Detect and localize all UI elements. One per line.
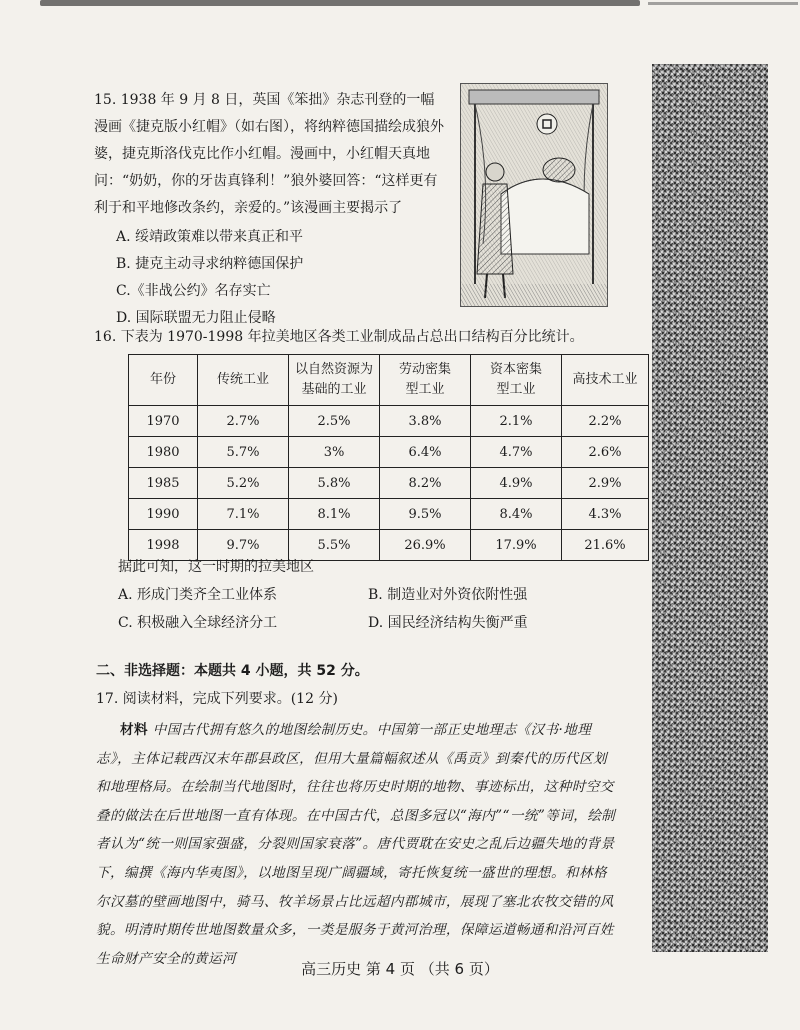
question-16-conclusion: 据此可知，这一时期的拉美地区 (118, 559, 314, 575)
table-cell: 1970 (129, 406, 198, 437)
table-header-cell: 传统工业 (198, 355, 289, 406)
question-15-option-c: C.《非战公约》名存实亡 (116, 283, 271, 299)
table-cell: 5.2% (198, 468, 289, 499)
page-footer: 高三历史 第 4 页 （共 6 页） (301, 960, 499, 978)
material-label: 材料 (120, 722, 148, 738)
table-cell: 2.7% (198, 406, 289, 437)
table-row (129, 437, 649, 468)
table-cell: 5.7% (198, 437, 289, 468)
table-cell: 5.5% (289, 530, 380, 561)
table-cell: 1998 (129, 530, 198, 561)
top-edge-shadow-right (648, 2, 798, 5)
top-edge-shadow (40, 0, 640, 6)
question-15-options (116, 224, 444, 332)
table-cell: 2.9% (562, 468, 649, 499)
material-text: 中国古代拥有悠久的地图绘制历史。中国第一部正史地理志《汉书·地理志》，主体记载西汉末年郡县政区，但用大量篇幅叙述从《禹贡》到秦代的历代区划和地理格局。在绘制当代地图时，往往也将历史时期的地物、事迹标出，这种时空交叠的做法在后世地图一直有体现。在中国古代，总图多冠以“海内”“一统”等词，绘制者认为“统一则国家强盛，分裂则国家衰落”。唐代贾耽在安史之乱后边疆失地的背景下，编撰《海内华夷图》，以地图呈现广阔疆域，寄托恢复统一盛世的理想。和林格尔汉墓的壁画地图中，骑马、牧羊场景占比远超内郡城市，展现了塞北农牧交错的风貌。明清时期传世地图数量众多，一类是服务于黄河治理，保障运道畅通和沿河百姓生命财产安全的黄运河 (96, 722, 616, 967)
table-cell: 8.2% (380, 468, 471, 499)
question-15 (94, 87, 444, 332)
table-cell: 8.4% (471, 499, 562, 530)
table-cell: 4.9% (471, 468, 562, 499)
question-15-number: 15. (94, 92, 117, 108)
table-header-cell: 高技术工业 (562, 355, 649, 406)
table-cell: 5.8% (289, 468, 380, 499)
question-15-option-b: B. 捷克主动寻求纳粹德国保护 (116, 256, 304, 272)
table-cell: 1980 (129, 437, 198, 468)
table-header-cell (471, 355, 562, 406)
table-header-text: 资本密集型工业 (489, 362, 542, 397)
table-cell: 3.8% (380, 406, 471, 437)
scan-noise-strip (652, 64, 768, 952)
table-cell: 26.9% (380, 530, 471, 561)
table-row (129, 499, 649, 530)
question-15-option-a: A. 绥靖政策难以带来真正和平 (116, 229, 304, 245)
question-17-stem: 17. 阅读材料，完成下列要求。(12 分) (96, 691, 338, 707)
table-cell: 1990 (129, 499, 198, 530)
table-cell: 9.5% (380, 499, 471, 530)
table-cell: 17.9% (471, 530, 562, 561)
question-16-option-a: A. 形成门类齐全工业体系 (118, 587, 278, 603)
table-header-row (129, 355, 649, 406)
question-16-option-d: D. 国民经济结构失衡严重 (368, 615, 528, 631)
question-16-option-b: B. 制造业对外资依附性强 (368, 587, 528, 603)
table-cell: 4.3% (562, 499, 649, 530)
table-cell: 21.6% (562, 530, 649, 561)
table-header-cell (380, 355, 471, 406)
table-cell: 1985 (129, 468, 198, 499)
table-cell: 9.7% (198, 530, 289, 561)
table-header-cell: 年份 (129, 355, 198, 406)
table-cell: 4.7% (471, 437, 562, 468)
question-15-text: 1938 年 9 月 8 日，英国《笨拙》杂志刊登的一幅漫画《捷克版小红帽》（如右图），将纳粹德国描绘成狼外婆，捷克斯洛伐克比作小红帽。漫画中，小红帽天真地问：“奶奶，你的牙齿真锋利！”狼外婆回答：“这样更有利于和平地修改条约，亲爱的。”该漫画主要揭示了 (94, 92, 444, 216)
table-cell: 2.5% (289, 406, 380, 437)
table-cell: 2.2% (562, 406, 649, 437)
material-paragraph (96, 716, 616, 973)
question-15-stem (94, 87, 444, 222)
question-16-stem: 16. 下表为 1970-1998 年拉美地区各类工业制成品占总出口结构百分比统计。 (94, 329, 584, 345)
table-header-cell (289, 355, 380, 406)
table-header-text: 以自然资源为基础的工业 (295, 362, 374, 397)
table-row (129, 468, 649, 499)
export-structure-table (128, 354, 649, 561)
table-cell: 8.1% (289, 499, 380, 530)
table-cell: 2.1% (471, 406, 562, 437)
question-17-material (96, 716, 616, 973)
table-cell: 7.1% (198, 499, 289, 530)
table-cell: 6.4% (380, 437, 471, 468)
question-16-option-c: C. 积极融入全球经济分工 (118, 615, 278, 631)
table-header-text: 劳动密集型工业 (398, 362, 451, 397)
table-row (129, 406, 649, 437)
section-2-heading: 二、非选择题：本题共 4 小题，共 52 分。 (96, 663, 369, 679)
cartoon-illustration (460, 83, 608, 307)
table-cell: 3% (289, 437, 380, 468)
table-cell: 2.6% (562, 437, 649, 468)
question-15-option-d: D. 国际联盟无力阻止侵略 (116, 310, 276, 326)
